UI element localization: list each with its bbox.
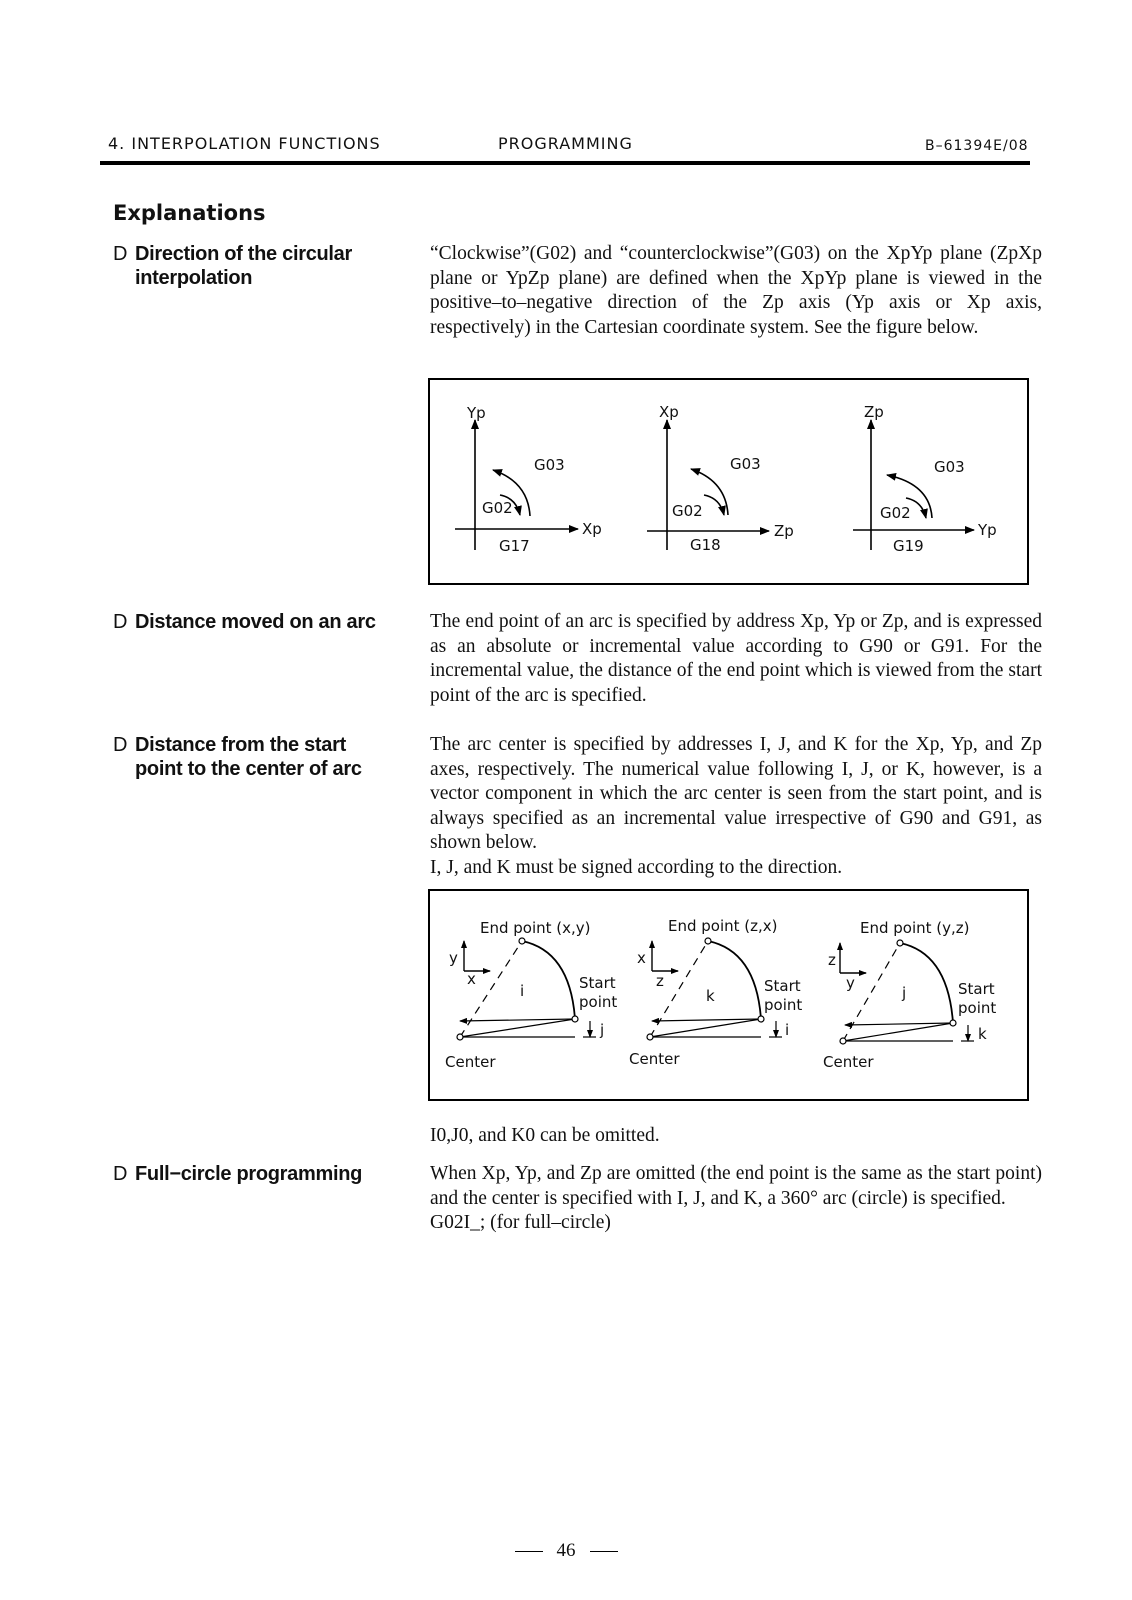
- paragraph: When Xp, Yp, and Zp are omitted (the end point is the same as the start point) and the center is specified with I, J, and K, a 360° arc (circle) is specified.: [430, 1163, 1042, 1209]
- start-label-2: point: [958, 999, 997, 1017]
- center-start-line: [650, 1019, 761, 1037]
- plane-label: G19: [893, 537, 924, 555]
- local-h-label: y: [846, 974, 855, 992]
- header-rule: [100, 161, 1030, 165]
- end-point-marker: [705, 938, 711, 944]
- component-label: i: [520, 982, 525, 1000]
- h-axis-label: Zp: [774, 522, 794, 540]
- item-direction-body: [430, 242, 1042, 340]
- start-point-marker: [572, 1016, 578, 1022]
- item-center-distance-body: [430, 733, 1042, 880]
- item-title: Distance moved on an arc: [135, 611, 376, 633]
- panel-g18: [647, 403, 794, 554]
- ccw-label: G03: [934, 458, 965, 476]
- arc: [900, 943, 953, 1023]
- paragraph: “Clockwise”(G02) and “counterclockwise”(G03) on the XpYp plane (ZpXp plane or YpZp plane) are defined when the XpYp plane is viewed in the positive–to–negative direction of the Zp axis (Yp axis or Xp axis, respectively) in the Cartesian coordinate system. See the figure below.: [430, 243, 1042, 338]
- local-v-label: z: [828, 951, 836, 969]
- bullet: D: [113, 243, 128, 265]
- center-label: Center: [823, 1053, 874, 1071]
- plane-label: G17: [499, 537, 530, 555]
- panel-xy: [445, 919, 617, 1071]
- center-marker: [457, 1034, 463, 1040]
- center-start-line: [460, 1019, 575, 1037]
- v-axis-label: Xp: [659, 403, 679, 421]
- v-axis-label: Zp: [864, 403, 884, 421]
- start-label-2: point: [764, 996, 803, 1014]
- ccw-label: G03: [730, 455, 761, 473]
- panel-g19: [853, 403, 997, 555]
- section-title: Explanations: [113, 201, 266, 225]
- page-number: 46: [556, 1540, 576, 1561]
- item-title: Full−circle programming: [135, 1163, 363, 1185]
- item-distance-moved-heading: [113, 610, 398, 634]
- header-chapter: 4. INTERPOLATION FUNCTIONS: [108, 134, 381, 153]
- item-title: Direction of the circular interpolation: [135, 243, 352, 289]
- panel-yz: [823, 919, 996, 1071]
- center-marker: [840, 1038, 846, 1044]
- offset-label: j: [600, 1021, 605, 1039]
- header-doc-code: B–61394E/08: [925, 138, 1029, 154]
- end-point-label: End point (x,y): [480, 919, 591, 937]
- radius-dashed: [460, 941, 525, 1037]
- local-v-label: y: [449, 949, 458, 967]
- offset-label: i: [785, 1021, 790, 1039]
- cw-label: G02: [482, 499, 513, 517]
- center-start-line: [843, 1023, 953, 1041]
- bullet: D: [113, 611, 128, 633]
- item-distance-moved-body: [430, 610, 1042, 708]
- end-point-marker: [519, 938, 525, 944]
- h-axis-label: Xp: [582, 520, 602, 538]
- item-center-distance-heading: [113, 733, 398, 781]
- plane-label: G18: [690, 536, 721, 554]
- k-vector: [652, 1019, 761, 1021]
- item-full-circle-heading: [113, 1162, 398, 1186]
- arc: [708, 941, 761, 1019]
- local-h-label: z: [656, 972, 664, 990]
- item-direction-heading: [113, 242, 398, 290]
- component-label: k: [706, 987, 715, 1005]
- local-v-label: x: [637, 949, 646, 967]
- start-point-marker: [950, 1020, 956, 1026]
- paragraph: The end point of an arc is specified by address Xp, Yp or Zp, and is expressed as an absolute or incremental value according to G90 or G91. For the incremental value, the distance of the end point which is viewed from the start point of the arc is specified.: [430, 611, 1042, 706]
- bullet: D: [113, 734, 128, 756]
- item-title: Distance from the start point to the center of arc: [135, 734, 362, 780]
- page-footer: [0, 1540, 1132, 1562]
- end-point-label: End point (z,x): [668, 917, 778, 935]
- arc-center-diagram: [430, 891, 1027, 1099]
- ccw-label: G03: [534, 456, 565, 474]
- cw-arc-arrow: [704, 495, 724, 515]
- code-example: G02I_; (for full–circle): [430, 1212, 611, 1233]
- center-marker: [647, 1034, 653, 1040]
- start-label-1: Start: [958, 980, 995, 998]
- panel-g17: [455, 404, 602, 555]
- footer-dash-left: [515, 1551, 543, 1552]
- paragraph-sign-note: I, J, and K must be signed according to the direction.: [430, 856, 843, 878]
- paragraph: The arc center is specified by addresses I, J, and K for the Xp, Yp, and Zp axes, respectively. The numerical value following I, J, or K, however, is a vector component in which the arc center is seen from the start point, and is always specified as an incremental value irrespective of G90 and G91, as shown below.: [430, 734, 1042, 853]
- offset-label: k: [978, 1025, 987, 1043]
- v-axis-label: Yp: [467, 404, 486, 422]
- center-label: Center: [445, 1053, 496, 1071]
- arc: [522, 941, 575, 1019]
- local-h-label: x: [467, 970, 476, 988]
- h-axis-label: Yp: [978, 521, 997, 539]
- panel-zx: [629, 917, 802, 1068]
- bullet: D: [113, 1163, 128, 1185]
- cw-label: G02: [880, 504, 911, 522]
- start-label-2: point: [579, 993, 618, 1011]
- radius-dashed: [843, 943, 900, 1041]
- figure-plane-directions: [428, 378, 1029, 585]
- start-label-1: Start: [764, 977, 801, 995]
- omission-note: I0,J0, and K0 can be omitted.: [430, 1125, 660, 1146]
- start-point-marker: [758, 1016, 764, 1022]
- footer-dash-right: [590, 1551, 618, 1552]
- cw-label: G02: [672, 502, 703, 520]
- item-full-circle-body: [430, 1162, 1042, 1236]
- j-vector: [845, 1023, 953, 1025]
- i-vector: [460, 1019, 575, 1021]
- center-label: Center: [629, 1050, 680, 1068]
- plane-diagram: [430, 380, 1027, 583]
- end-point-marker: [897, 940, 903, 946]
- figure-arc-center: [428, 889, 1029, 1101]
- component-label: j: [902, 984, 907, 1002]
- end-point-label: End point (y,z): [860, 919, 970, 937]
- start-label-1: Start: [579, 974, 616, 992]
- header-section: PROGRAMMING: [498, 134, 633, 153]
